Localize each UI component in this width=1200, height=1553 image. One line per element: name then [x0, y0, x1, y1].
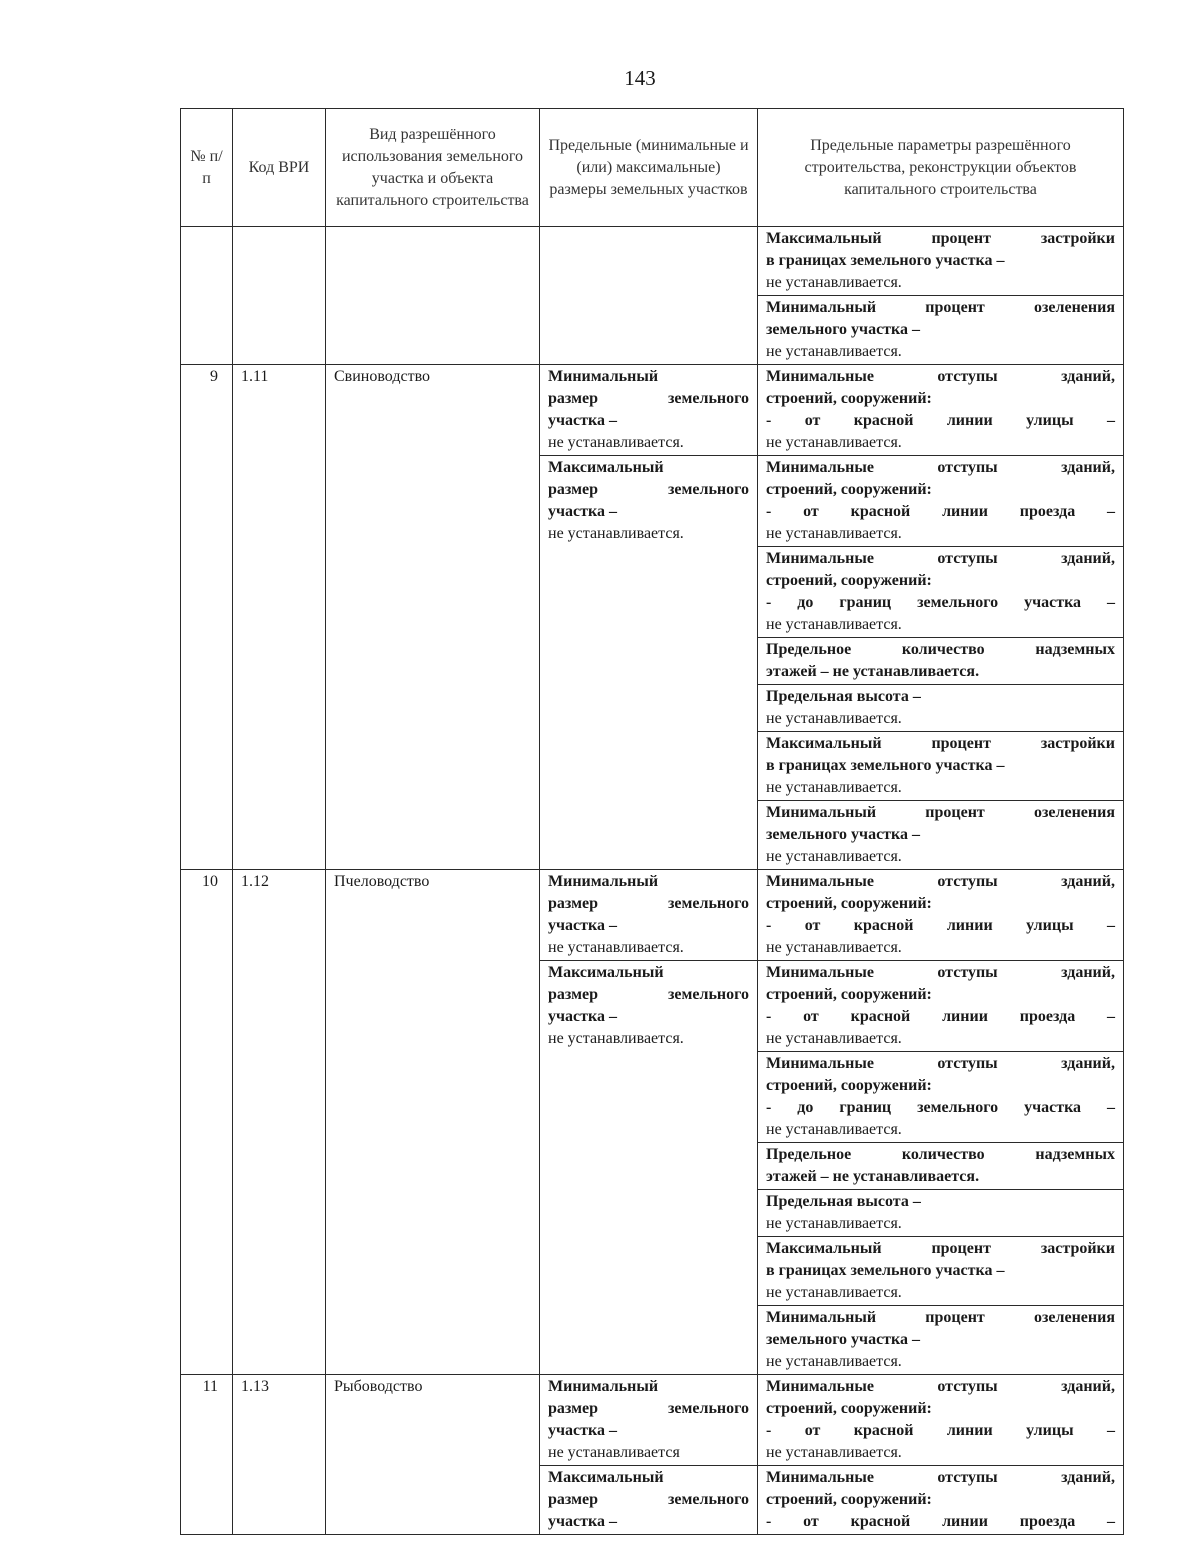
param-cell: Минимальные отступы зданий, строений, сооружений: - от красной линии улицы – не устанавливается. — [758, 870, 1124, 961]
max-size-cell: Максимальный размер земельного участка – не устанавливается. — [540, 961, 758, 1375]
min-size-cell: Минимальный размер земельного участка – не устанавливается. — [540, 365, 758, 456]
row-kind: Пчеловодство — [326, 870, 540, 1375]
param-cell: Минимальные отступы зданий, строений, сооружений: - от красной линии проезда – не устанавливается. — [758, 961, 1124, 1052]
table-row — [181, 1375, 1124, 1466]
regulations-table — [180, 108, 1124, 1535]
row-code: 1.13 — [233, 1375, 326, 1535]
header-params: Предельные параметры разрешённого строительства, реконструкции объектов капитального строительства — [758, 109, 1124, 227]
row-number: 10 — [181, 870, 233, 1375]
param-cell: Минимальный процент озеленения земельного участка – не устанавливается. — [758, 1306, 1124, 1375]
param-cell: Минимальные отступы зданий, строений, сооружений: - от красной линии проезда – — [758, 1466, 1124, 1535]
param-cell: Максимальный процент застройки в границах земельного участка – не устанавливается. — [758, 1237, 1124, 1306]
row-code: 1.11 — [233, 365, 326, 870]
param-cell: Максимальный процент застройки в границах земельного участка – не устанавливается. — [758, 227, 1124, 296]
param-cell: Минимальные отступы зданий, строений, сооружений: - от красной линии проезда – не устанавливается. — [758, 456, 1124, 547]
row-number: 11 — [181, 1375, 233, 1535]
header-kind: Вид разрешённого использования земельного участка и объекта капитального строительства — [326, 109, 540, 227]
min-size-cell: Минимальный размер земельного участка – не устанавливается — [540, 1375, 758, 1466]
header-size: Предельные (минимальные и (или) максимальные) размеры земельных участков — [540, 109, 758, 227]
param-cell: Предельная высота – не устанавливается. — [758, 1190, 1124, 1237]
param-cell: Минимальные отступы зданий, строений, сооружений: - от красной линии улицы – не устанавливается. — [758, 1375, 1124, 1466]
row-kind: Рыбоводство — [326, 1375, 540, 1535]
param-cell: Предельное количество надземных этажей – не устанавливается. — [758, 1143, 1124, 1190]
param-cell: Максимальный процент застройки в границах земельного участка – не устанавливается. — [758, 732, 1124, 801]
param-cell: Минимальные отступы зданий, строений, сооружений: - до границ земельного участка – не устанавливается. — [758, 547, 1124, 638]
row-kind: Свиноводство — [326, 365, 540, 870]
param-cell: Минимальные отступы зданий, строений, сооружений: - до границ земельного участка – не устанавливается. — [758, 1052, 1124, 1143]
max-size-cell: Максимальный размер земельного участка – — [540, 1466, 758, 1535]
row-code: 1.12 — [233, 870, 326, 1375]
min-size-cell: Минимальный размер земельного участка – не устанавливается. — [540, 870, 758, 961]
table-row — [181, 870, 1124, 961]
table-row — [181, 227, 1124, 296]
header-code: Код ВРИ — [233, 109, 326, 227]
row-number: 9 — [181, 365, 233, 870]
max-size-cell: Максимальный размер земельного участка – не устанавливается. — [540, 456, 758, 870]
param-cell: Минимальный процент озеленения земельного участка – не устанавливается. — [758, 296, 1124, 365]
table-row — [181, 365, 1124, 456]
param-cell: Предельное количество надземных этажей – не устанавливается. — [758, 638, 1124, 685]
param-cell: Предельная высота – не устанавливается. — [758, 685, 1124, 732]
table-header-row — [181, 109, 1124, 227]
header-number: № п/п — [181, 109, 233, 227]
param-cell: Минимальные отступы зданий, строений, сооружений: - от красной линии улицы – не устанавливается. — [758, 365, 1124, 456]
page-number: 143 — [624, 66, 656, 90]
param-cell: Минимальный процент озеленения земельного участка – не устанавливается. — [758, 801, 1124, 870]
